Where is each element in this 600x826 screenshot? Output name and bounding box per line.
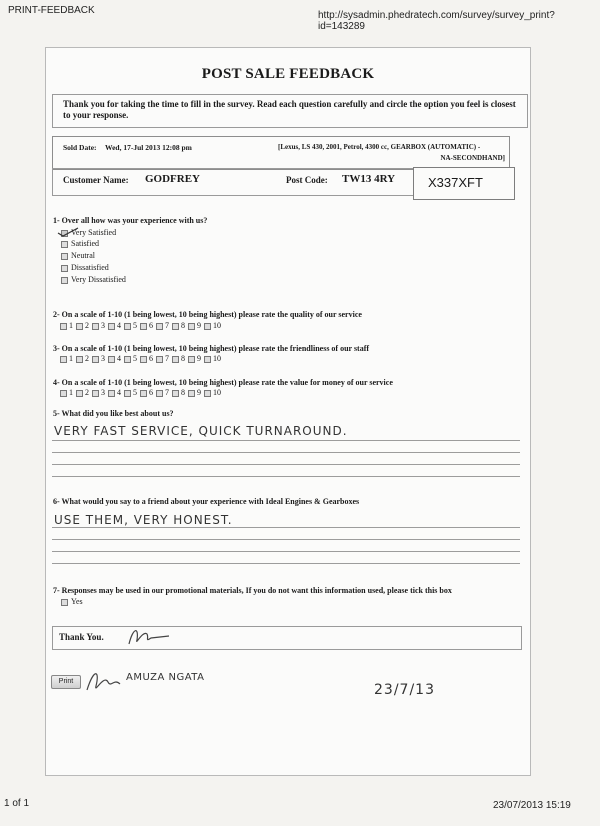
vehicle-details-line1: [Lexus, LS 430, 2001, Petrol, 4300 cc, GEARBOX (AUTOMATIC) -	[278, 143, 481, 151]
handwritten-name: AMUZA NGATA	[126, 672, 205, 683]
feedback-form	[45, 47, 531, 776]
rating-checkbox[interactable]	[124, 323, 131, 330]
rating-value: 9	[197, 354, 201, 363]
rating-checkbox[interactable]	[172, 356, 179, 363]
rating-value: 7	[165, 354, 169, 363]
rating-checkbox[interactable]	[76, 323, 83, 330]
rating-checkbox[interactable]	[204, 323, 211, 330]
q2-rating-scale[interactable]	[60, 321, 224, 330]
signature-icon	[84, 666, 124, 696]
answer-line	[52, 452, 520, 453]
answer-line	[52, 527, 520, 528]
rating-checkbox[interactable]	[140, 390, 147, 397]
rating-value: 10	[213, 321, 221, 330]
rating-value: 5	[133, 354, 137, 363]
rating-value: 6	[149, 354, 153, 363]
question-4: 4- On a scale of 1-10 (1 being lowest, 10 being highest) please rate the value for money of our service	[53, 378, 393, 387]
rating-checkbox[interactable]	[204, 390, 211, 397]
post-code-value: TW13 4RY	[342, 173, 396, 185]
handwritten-date: 23/7/13	[374, 682, 435, 698]
question-5: 5- What did you like best about us?	[53, 409, 174, 418]
rating-value: 8	[181, 388, 185, 397]
rating-checkbox[interactable]	[76, 356, 83, 363]
print-button[interactable]: Print	[51, 675, 81, 689]
rating-value: 9	[197, 388, 201, 397]
rating-value: 3	[101, 321, 105, 330]
answer-line	[52, 464, 520, 465]
rating-value: 7	[165, 321, 169, 330]
rating-value: 4	[117, 388, 121, 397]
rating-checkbox[interactable]	[172, 323, 179, 330]
q1-option-dissatisfied[interactable]: Dissatisfied	[61, 263, 109, 272]
question-1: 1- Over all how was your experience with us?	[53, 216, 208, 225]
thank-you-box	[52, 626, 522, 650]
sold-date-value: Wed, 17-Jul 2013 12:08 pm	[105, 143, 192, 152]
vehicle-details-line2: NA-SECONDHAND]	[440, 154, 505, 162]
page-count: 1 of 1	[4, 798, 30, 809]
rating-value: 1	[69, 388, 73, 397]
rating-checkbox[interactable]	[172, 390, 179, 397]
rating-value: 9	[197, 321, 201, 330]
form-title: POST SALE FEEDBACK	[201, 66, 375, 82]
rating-value: 6	[149, 321, 153, 330]
signature-icon	[125, 624, 175, 648]
customer-name-label: Customer Name:	[63, 175, 129, 185]
rating-checkbox[interactable]	[108, 390, 115, 397]
answer-line	[52, 563, 520, 564]
rating-checkbox[interactable]	[156, 390, 163, 397]
q6-handwritten-answer: USE THEM, VERY HONEST.	[54, 513, 233, 527]
rating-value: 7	[165, 388, 169, 397]
rating-checkbox[interactable]	[60, 356, 67, 363]
post-code-label: Post Code:	[286, 175, 328, 185]
rating-checkbox[interactable]	[124, 390, 131, 397]
registration-box	[413, 167, 515, 200]
rating-checkbox[interactable]	[156, 356, 163, 363]
question-2: 2- On a scale of 1-10 (1 being lowest, 10 being highest) please rate the quality of our service	[53, 310, 362, 319]
checkbox[interactable]	[61, 277, 68, 284]
customer-box	[52, 168, 414, 196]
sale-details-box	[52, 136, 510, 170]
rating-value: 3	[101, 354, 105, 363]
question-3: 3- On a scale of 1-10 (1 being lowest, 10 being highest) please rate the friendliness of our staff	[53, 344, 370, 353]
rating-value: 4	[117, 321, 121, 330]
rating-value: 10	[213, 354, 221, 363]
rating-value: 1	[69, 321, 73, 330]
rating-value: 2	[85, 321, 89, 330]
question-7: 7- Responses may be used in our promotional materials, If you do not want this information used, please tick this box	[53, 586, 452, 595]
q1-option-very-satisfied[interactable]: Very Satisfied	[61, 228, 116, 237]
rating-checkbox[interactable]	[204, 356, 211, 363]
checkbox[interactable]	[61, 265, 68, 272]
answer-line	[52, 440, 520, 441]
question-6: 6- What would you say to a friend about your experience with Ideal Engines & Gearboxes	[53, 497, 360, 506]
rating-value: 10	[213, 388, 221, 397]
rating-value: 1	[69, 354, 73, 363]
rating-value: 2	[85, 388, 89, 397]
rating-checkbox[interactable]	[92, 356, 99, 363]
customer-name-value: GODFREY	[145, 173, 200, 185]
rating-checkbox[interactable]	[124, 356, 131, 363]
rating-value: 2	[85, 354, 89, 363]
q3-rating-scale[interactable]	[60, 354, 224, 363]
rating-checkbox[interactable]	[92, 390, 99, 397]
q7-option-yes[interactable]: Yes	[61, 597, 83, 606]
rating-checkbox[interactable]	[108, 356, 115, 363]
sold-date-label: Sold Date:	[63, 143, 97, 152]
page-title: PRINT-FEEDBACK	[8, 5, 95, 16]
q5-handwritten-answer: VERY FAST SERVICE, QUICK TURNAROUND.	[54, 424, 348, 438]
rating-checkbox[interactable]	[188, 390, 195, 397]
page-url: http://sysadmin.phedratech.com/survey/survey_print?id=143289	[318, 10, 555, 32]
intro-box	[52, 94, 528, 128]
intro-text: Thank you for taking the time to fill in the survey. Read each question carefully and circle the option you feel is closest to your response.	[63, 99, 516, 120]
thank-you-text: Thank You.	[59, 632, 104, 642]
rating-value: 5	[133, 388, 137, 397]
rating-value: 8	[181, 321, 185, 330]
rating-value: 3	[101, 388, 105, 397]
registration-value: X337XFT	[428, 175, 483, 190]
rating-value: 4	[117, 354, 121, 363]
print-datetime: 23/07/2013 15:19	[493, 800, 571, 811]
q4-rating-scale[interactable]	[60, 388, 224, 397]
q1-option-neutral[interactable]: Neutral	[61, 251, 95, 260]
rating-checkbox[interactable]	[60, 323, 67, 330]
rating-value: 8	[181, 354, 185, 363]
rating-checkbox[interactable]	[188, 356, 195, 363]
checkbox[interactable]	[61, 599, 68, 606]
answer-line	[52, 476, 520, 477]
rating-checkbox[interactable]	[92, 323, 99, 330]
rating-checkbox[interactable]	[60, 390, 67, 397]
rating-checkbox[interactable]	[156, 323, 163, 330]
rating-value: 5	[133, 321, 137, 330]
rating-checkbox[interactable]	[140, 356, 147, 363]
rating-value: 6	[149, 388, 153, 397]
checkbox[interactable]	[61, 241, 68, 248]
q1-option-very-dissatisfied[interactable]: Very Dissatisfied	[61, 275, 126, 284]
answer-line	[52, 551, 520, 552]
check-mark-icon	[57, 226, 79, 238]
rating-checkbox[interactable]	[140, 323, 147, 330]
answer-line	[52, 539, 520, 540]
q1-option-satisfied[interactable]: Satisfied	[61, 239, 99, 248]
rating-checkbox[interactable]	[188, 323, 195, 330]
rating-checkbox[interactable]	[108, 323, 115, 330]
checkbox[interactable]	[61, 253, 68, 260]
rating-checkbox[interactable]	[76, 390, 83, 397]
